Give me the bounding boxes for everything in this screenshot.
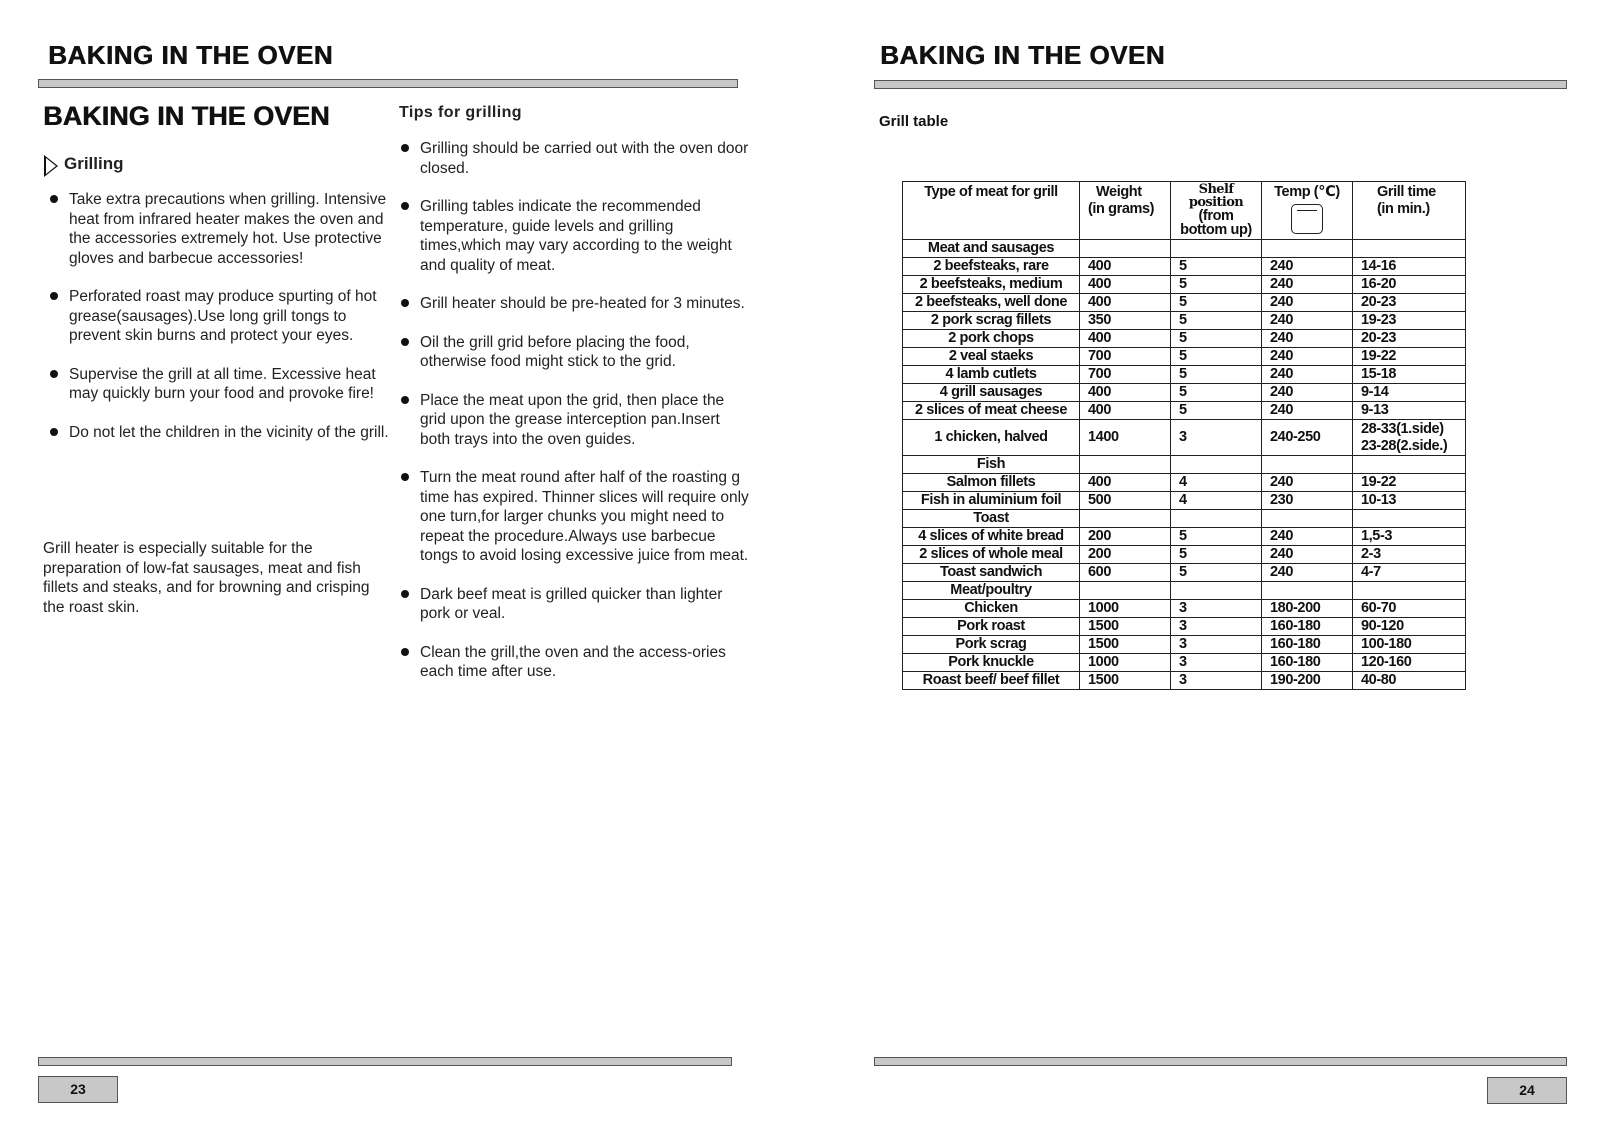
table-cell-shelf: 3: [1171, 420, 1262, 456]
table-cell-shelf: 5: [1171, 528, 1262, 546]
list-item: Turn the meat round after half of the roasting g time has expired. Thinner slices will require only one turn,for larger chunks you might need to repeat the procedure.Always use barbecue tongs to avoid losing excessive juice from meat.: [420, 468, 750, 566]
table-cell-weight: 400: [1080, 402, 1171, 420]
table-cell-shelf: 5: [1171, 384, 1262, 402]
table-row: [903, 654, 1466, 672]
table-cell-shelf: 5: [1171, 294, 1262, 312]
table-cell-shelf: [1171, 456, 1262, 474]
table-cell-name: Fish: [903, 456, 1080, 474]
table-cell-weight: 1400: [1080, 420, 1171, 456]
bullet-icon: [50, 370, 58, 378]
table-cell-shelf: 3: [1171, 636, 1262, 654]
table-cell-shelf: 5: [1171, 276, 1262, 294]
bullet-icon: [401, 144, 409, 152]
table-cell-name: Pork scrag: [903, 636, 1080, 654]
grill-table: [902, 181, 1466, 690]
table-cell-temp: 240: [1262, 258, 1353, 276]
list-item: Supervise the grill at all time. Excessive heat may quickly burn your food and provoke fire!: [69, 365, 399, 404]
table-cell-name: 2 beefsteaks, well done: [903, 294, 1080, 312]
list-item: Grilling tables indicate the recommended temperature, guide levels and grilling times,which may vary according to the weight and quality of meat.: [420, 197, 750, 275]
table-cell-temp: 240: [1262, 402, 1353, 420]
list-item: Take extra precautions when grilling. Intensive heat from infrared heater makes the oven and the accessories extremely hot. Use protective gloves and barbecue accessories!: [69, 190, 399, 268]
table-cell-temp: 240: [1262, 564, 1353, 582]
table-cell-name: Toast sandwich: [903, 564, 1080, 582]
table-cell-name: Meat/poultry: [903, 582, 1080, 600]
table-row: [903, 240, 1466, 258]
table-cell-time: [1353, 510, 1466, 528]
table-cell-weight: 400: [1080, 258, 1171, 276]
left-footer-rule: [38, 1057, 732, 1066]
table-cell-weight: 400: [1080, 330, 1171, 348]
table-cell-name: 2 pork chops: [903, 330, 1080, 348]
table-row: [903, 618, 1466, 636]
table-cell-time: 28-33(1.side) 23-28(2.side.): [1353, 420, 1466, 456]
table-cell-time: 10-13: [1353, 492, 1466, 510]
table-cell-time: 20-23: [1353, 294, 1466, 312]
table-cell-shelf: 3: [1171, 600, 1262, 618]
table-row: [903, 564, 1466, 582]
table-cell-time: 16-20: [1353, 276, 1466, 294]
table-cell-temp: 240: [1262, 276, 1353, 294]
table-cell-time: 90-120: [1353, 618, 1466, 636]
table-cell-time: 2-3: [1353, 546, 1466, 564]
table-cell-temp: 240: [1262, 546, 1353, 564]
table-cell-weight: 400: [1080, 384, 1171, 402]
list-item: Clean the grill,the oven and the access-ories each time after use.: [420, 643, 750, 682]
list-item: Oil the grill grid before placing the food, otherwise food might stick to the grid.: [420, 333, 750, 372]
table-row: [903, 582, 1466, 600]
list-item: Do not let the children in the vicinity of the grill.: [69, 423, 399, 443]
table-cell-shelf: 4: [1171, 492, 1262, 510]
tips-title: Tips for grilling: [399, 104, 522, 121]
table-cell-time: 9-13: [1353, 402, 1466, 420]
table-cell-time: [1353, 582, 1466, 600]
column-header-weight: Weight (in grams): [1080, 182, 1171, 240]
table-cell-temp: 240: [1262, 312, 1353, 330]
table-row: [903, 402, 1466, 420]
table-cell-shelf: [1171, 582, 1262, 600]
table-cell-temp: 240: [1262, 474, 1353, 492]
table-cell-temp: 230: [1262, 492, 1353, 510]
column-header-time: Grill time (in min.): [1353, 182, 1466, 240]
grill-table-title: Grill table: [879, 113, 949, 130]
bullet-icon: [401, 338, 409, 346]
table-cell-weight: [1080, 510, 1171, 528]
table-cell-time: [1353, 240, 1466, 258]
table-cell-time: 40-80: [1353, 672, 1466, 690]
table-row: [903, 546, 1466, 564]
table-cell-weight: 1500: [1080, 636, 1171, 654]
table-cell-name: 2 veal staeks: [903, 348, 1080, 366]
section-title: BAKING IN THE OVEN: [43, 101, 330, 131]
table-row: [903, 294, 1466, 312]
bullet-icon: [401, 648, 409, 656]
table-cell-weight: 350: [1080, 312, 1171, 330]
column-header-shelf: Shelf position (from bottom up): [1171, 182, 1262, 240]
table-cell-time: 1,5-3: [1353, 528, 1466, 546]
table-cell-temp: 240: [1262, 528, 1353, 546]
table-cell-shelf: 5: [1171, 564, 1262, 582]
table-cell-name: Pork roast: [903, 618, 1080, 636]
table-cell-shelf: 5: [1171, 330, 1262, 348]
table-cell-time: 14-16: [1353, 258, 1466, 276]
table-cell-name: Roast beef/ beef fillet: [903, 672, 1080, 690]
right-footer-rule: [874, 1057, 1567, 1066]
table-cell-name: 2 slices of meat cheese: [903, 402, 1080, 420]
table-row: [903, 366, 1466, 384]
table-cell-name: 2 slices of whole meal: [903, 546, 1080, 564]
bullet-icon: [401, 299, 409, 307]
table-cell-time: 60-70: [1353, 600, 1466, 618]
table-cell-name: Chicken: [903, 600, 1080, 618]
table-cell-name: Toast: [903, 510, 1080, 528]
table-cell-weight: [1080, 456, 1171, 474]
table-row: [903, 348, 1466, 366]
table-cell-temp: [1262, 240, 1353, 258]
table-row: [903, 456, 1466, 474]
bullet-icon: [401, 473, 409, 481]
table-cell-shelf: 3: [1171, 654, 1262, 672]
table-cell-shelf: 4: [1171, 474, 1262, 492]
table-row: [903, 510, 1466, 528]
table-cell-shelf: 5: [1171, 402, 1262, 420]
table-cell-temp: 160-180: [1262, 636, 1353, 654]
table-cell-temp: 160-180: [1262, 654, 1353, 672]
table-row: [903, 276, 1466, 294]
table-cell-weight: 400: [1080, 294, 1171, 312]
table-cell-weight: 1000: [1080, 654, 1171, 672]
bullet-icon: [50, 195, 58, 203]
table-cell-name: Meat and sausages: [903, 240, 1080, 258]
table-cell-time: 4-7: [1353, 564, 1466, 582]
right-header-rule: [874, 80, 1567, 89]
list-item: Perforated roast may produce spurting of hot grease(sausages).Use long grill tongs to prevent skin burns and protect your eyes.: [69, 287, 399, 346]
table-cell-name: 2 beefsteaks, rare: [903, 258, 1080, 276]
table-cell-temp: 160-180: [1262, 618, 1353, 636]
left-page-header: BAKING IN THE OVEN: [48, 40, 333, 70]
table-cell-weight: 1000: [1080, 600, 1171, 618]
bullet-icon: [50, 292, 58, 300]
table-cell-weight: 400: [1080, 276, 1171, 294]
table-cell-temp: [1262, 510, 1353, 528]
table-cell-time: 15-18: [1353, 366, 1466, 384]
table-cell-temp: 180-200: [1262, 600, 1353, 618]
table-cell-time: [1353, 456, 1466, 474]
table-cell-temp: 240: [1262, 366, 1353, 384]
grilling-subheading-label: Grilling: [64, 154, 124, 173]
table-cell-name: 2 pork scrag fillets: [903, 312, 1080, 330]
table-cell-time: 19-22: [1353, 474, 1466, 492]
table-cell-weight: 400: [1080, 474, 1171, 492]
table-cell-weight: 700: [1080, 366, 1171, 384]
table-cell-temp: 240: [1262, 348, 1353, 366]
table-row: [903, 330, 1466, 348]
triangle-arrow-icon: [44, 155, 58, 177]
page-number-right: 24: [1487, 1077, 1567, 1104]
table-cell-shelf: 3: [1171, 618, 1262, 636]
bullet-icon: [401, 590, 409, 598]
table-cell-weight: 1500: [1080, 672, 1171, 690]
table-row: [903, 600, 1466, 618]
table-cell-time: 19-23: [1353, 312, 1466, 330]
table-cell-weight: [1080, 240, 1171, 258]
table-row: [903, 258, 1466, 276]
table-cell-temp: 190-200: [1262, 672, 1353, 690]
bullet-icon: [401, 396, 409, 404]
table-cell-time: 120-160: [1353, 654, 1466, 672]
table-cell-weight: [1080, 582, 1171, 600]
grilling-subheading: [44, 152, 184, 176]
table-cell-weight: 200: [1080, 546, 1171, 564]
bullet-icon: [50, 428, 58, 436]
oven-grill-icon: [1291, 204, 1323, 234]
table-row: [903, 528, 1466, 546]
table-row: [903, 492, 1466, 510]
list-item: Dark beef meat is grilled quicker than lighter pork or veal.: [420, 585, 750, 624]
list-item: Grill heater should be pre-heated for 3 minutes.: [420, 294, 750, 314]
table-cell-name: Pork knuckle: [903, 654, 1080, 672]
table-cell-shelf: 3: [1171, 672, 1262, 690]
table-cell-name: 4 lamb cutlets: [903, 366, 1080, 384]
table-cell-shelf: 5: [1171, 546, 1262, 564]
table-cell-weight: 600: [1080, 564, 1171, 582]
grilling-bullet-list: [69, 190, 399, 442]
table-cell-time: 100-180: [1353, 636, 1466, 654]
bullet-icon: [401, 202, 409, 210]
table-row: [903, 636, 1466, 654]
table-cell-time: 20-23: [1353, 330, 1466, 348]
list-item: Grilling should be carried out with the oven door closed.: [420, 139, 750, 178]
table-cell-shelf: 5: [1171, 366, 1262, 384]
page-number-left: 23: [38, 1076, 118, 1103]
grill-heater-paragraph: Grill heater is especially suitable for the preparation of low-fat sausages, meat and fish fillets and steaks, and for browning and crisping the roast skin.: [43, 540, 370, 616]
table-cell-name: 4 grill sausages: [903, 384, 1080, 402]
table-cell-shelf: 5: [1171, 258, 1262, 276]
table-cell-temp: 240-250: [1262, 420, 1353, 456]
table-cell-name: Salmon fillets: [903, 474, 1080, 492]
table-cell-shelf: [1171, 240, 1262, 258]
table-cell-temp: 240: [1262, 330, 1353, 348]
table-cell-temp: [1262, 456, 1353, 474]
table-cell-shelf: [1171, 510, 1262, 528]
table-cell-name: 4 slices of white bread: [903, 528, 1080, 546]
table-cell-name: 2 beefsteaks, medium: [903, 276, 1080, 294]
table-cell-weight: 200: [1080, 528, 1171, 546]
table-cell-shelf: 5: [1171, 312, 1262, 330]
table-cell-weight: 700: [1080, 348, 1171, 366]
tips-bullet-list: [420, 139, 750, 682]
table-row: [903, 672, 1466, 690]
column-header-type: Type of meat for grill: [903, 182, 1080, 240]
table-row: [903, 474, 1466, 492]
table-cell-temp: 240: [1262, 384, 1353, 402]
table-cell-time: 9-14: [1353, 384, 1466, 402]
table-row: [903, 420, 1466, 456]
table-header-row: [903, 182, 1466, 240]
table-cell-shelf: 5: [1171, 348, 1262, 366]
table-cell-weight: 500: [1080, 492, 1171, 510]
table-cell-time: 19-22: [1353, 348, 1466, 366]
column-header-temp: Temp (℃): [1262, 182, 1353, 240]
table-cell-temp: 240: [1262, 294, 1353, 312]
table-cell-name: 1 chicken, halved: [903, 420, 1080, 456]
table-cell-temp: [1262, 582, 1353, 600]
left-header-rule: [38, 79, 738, 88]
table-cell-weight: 1500: [1080, 618, 1171, 636]
right-page-header: BAKING IN THE OVEN: [880, 40, 1165, 70]
table-cell-name: Fish in aluminium foil: [903, 492, 1080, 510]
list-item: Place the meat upon the grid, then place the grid upon the grease interception pan.Insert both trays into the oven guides.: [420, 391, 750, 450]
table-row: [903, 384, 1466, 402]
table-row: [903, 312, 1466, 330]
